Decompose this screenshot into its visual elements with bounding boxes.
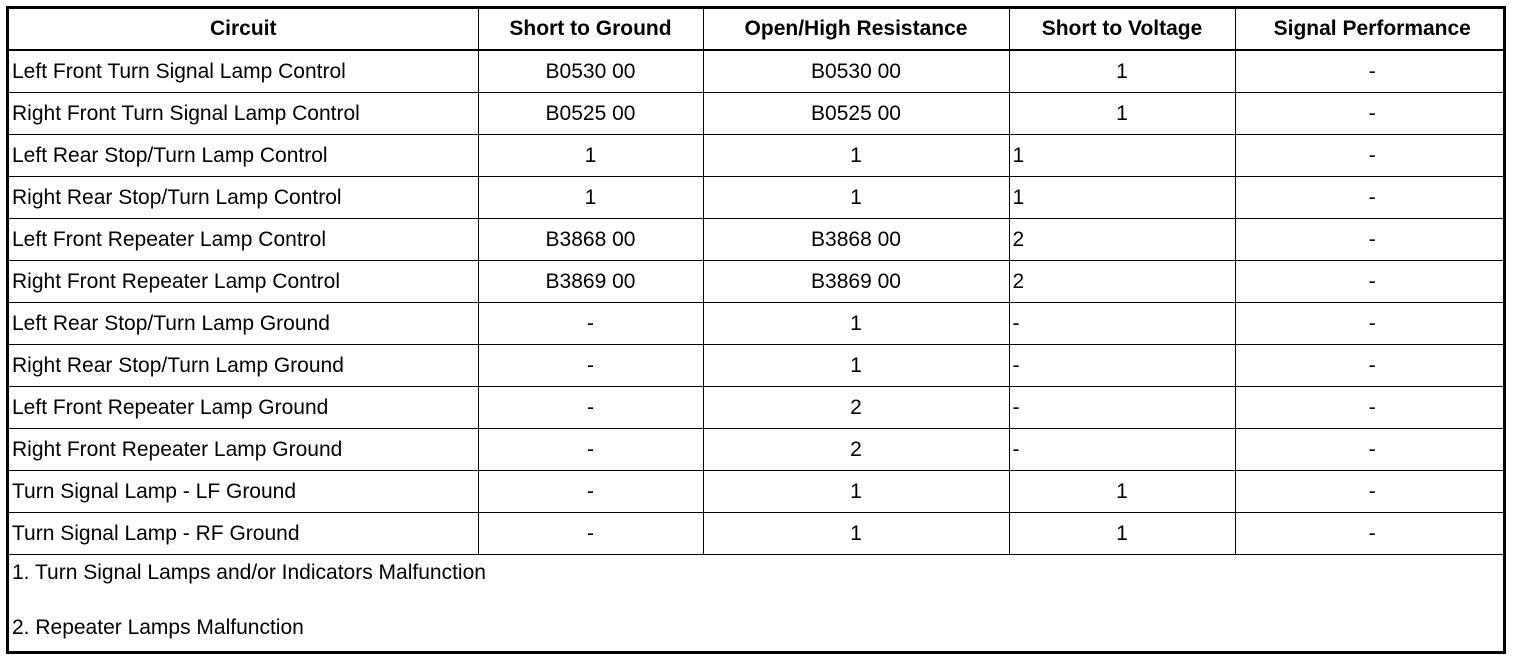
cell-circuit: Turn Signal Lamp - LF Ground xyxy=(9,471,478,513)
cell-signal-performance: - xyxy=(1235,303,1506,345)
cell-short-to-ground: B3868 00 xyxy=(478,219,703,261)
cell-signal-performance: - xyxy=(1235,177,1506,219)
cell-short-to-ground: B0530 00 xyxy=(478,50,703,93)
cell-circuit: Right Front Repeater Lamp Control xyxy=(9,261,478,303)
cell-circuit: Left Front Turn Signal Lamp Control xyxy=(9,50,478,93)
table-row xyxy=(9,177,1506,219)
table-row xyxy=(9,429,1506,471)
table-row xyxy=(9,471,1506,513)
cell-open-high-resistance: B0525 00 xyxy=(703,93,1009,135)
cell-short-to-voltage: - xyxy=(1009,345,1235,387)
cell-short-to-voltage: - xyxy=(1009,303,1235,345)
cell-circuit: Right Front Turn Signal Lamp Control xyxy=(9,93,478,135)
cell-short-to-ground: - xyxy=(478,345,703,387)
cell-open-high-resistance: 1 xyxy=(703,345,1009,387)
cell-short-to-voltage: 2 xyxy=(1009,219,1235,261)
cell-open-high-resistance: 1 xyxy=(703,471,1009,513)
header-short-to-ground: Short to Ground xyxy=(478,9,703,50)
dtc-table-container xyxy=(6,6,1506,654)
cell-short-to-ground: - xyxy=(478,429,703,471)
cell-short-to-voltage: 1 xyxy=(1009,513,1235,555)
cell-signal-performance: - xyxy=(1235,429,1506,471)
cell-circuit: Left Front Repeater Lamp Ground xyxy=(9,387,478,429)
cell-signal-performance: - xyxy=(1235,219,1506,261)
cell-signal-performance: - xyxy=(1235,261,1506,303)
cell-open-high-resistance: 1 xyxy=(703,135,1009,177)
cell-open-high-resistance: 1 xyxy=(703,303,1009,345)
cell-short-to-voltage: 1 xyxy=(1009,471,1235,513)
cell-open-high-resistance: 2 xyxy=(703,387,1009,429)
cell-signal-performance: - xyxy=(1235,93,1506,135)
cell-signal-performance: - xyxy=(1235,471,1506,513)
cell-circuit: Left Front Repeater Lamp Control xyxy=(9,219,478,261)
cell-signal-performance: - xyxy=(1235,345,1506,387)
footnote-1: 1. Turn Signal Lamps and/or Indicators Malfunction xyxy=(12,561,486,584)
cell-signal-performance: - xyxy=(1235,513,1506,555)
table-row xyxy=(9,261,1506,303)
footnotes xyxy=(9,555,1503,654)
header-open-high-resistance: Open/High Resistance xyxy=(703,9,1009,50)
cell-short-to-voltage: - xyxy=(1009,429,1235,471)
circuit-dtc-table xyxy=(9,9,1506,555)
cell-short-to-voltage: 1 xyxy=(1009,135,1235,177)
table-row xyxy=(9,50,1506,93)
cell-short-to-voltage: 2 xyxy=(1009,261,1235,303)
table-header-row xyxy=(9,9,1506,50)
header-signal-performance: Signal Performance xyxy=(1235,9,1506,50)
cell-short-to-ground: B0525 00 xyxy=(478,93,703,135)
cell-short-to-voltage: 1 xyxy=(1009,50,1235,93)
cell-short-to-ground: 1 xyxy=(478,177,703,219)
cell-short-to-ground: - xyxy=(478,513,703,555)
cell-circuit: Right Rear Stop/Turn Lamp Control xyxy=(9,177,478,219)
cell-open-high-resistance: B0530 00 xyxy=(703,50,1009,93)
header-circuit: Circuit xyxy=(9,9,478,50)
table-row xyxy=(9,345,1506,387)
cell-short-to-voltage: 1 xyxy=(1009,93,1235,135)
cell-short-to-ground: - xyxy=(478,387,703,429)
cell-circuit: Turn Signal Lamp - RF Ground xyxy=(9,513,478,555)
cell-short-to-voltage: - xyxy=(1009,387,1235,429)
cell-circuit: Left Rear Stop/Turn Lamp Ground xyxy=(9,303,478,345)
cell-open-high-resistance: B3869 00 xyxy=(703,261,1009,303)
cell-short-to-ground: - xyxy=(478,303,703,345)
cell-short-to-voltage: 1 xyxy=(1009,177,1235,219)
table-body xyxy=(9,50,1506,555)
footnote-2: 2. Repeater Lamps Malfunction xyxy=(12,616,304,639)
cell-open-high-resistance: 1 xyxy=(703,177,1009,219)
cell-open-high-resistance: 2 xyxy=(703,429,1009,471)
table-row xyxy=(9,93,1506,135)
cell-open-high-resistance: B3868 00 xyxy=(703,219,1009,261)
table-row xyxy=(9,135,1506,177)
cell-short-to-ground: 1 xyxy=(478,135,703,177)
cell-short-to-ground: - xyxy=(478,471,703,513)
cell-signal-performance: - xyxy=(1235,135,1506,177)
table-row xyxy=(9,387,1506,429)
header-short-to-voltage: Short to Voltage xyxy=(1009,9,1235,50)
cell-circuit: Right Rear Stop/Turn Lamp Ground xyxy=(9,345,478,387)
cell-open-high-resistance: 1 xyxy=(703,513,1009,555)
cell-signal-performance: - xyxy=(1235,387,1506,429)
cell-circuit: Right Front Repeater Lamp Ground xyxy=(9,429,478,471)
table-row xyxy=(9,219,1506,261)
table-row xyxy=(9,513,1506,555)
table-row xyxy=(9,303,1506,345)
cell-short-to-ground: B3869 00 xyxy=(478,261,703,303)
cell-circuit: Left Rear Stop/Turn Lamp Control xyxy=(9,135,478,177)
cell-signal-performance: - xyxy=(1235,50,1506,93)
